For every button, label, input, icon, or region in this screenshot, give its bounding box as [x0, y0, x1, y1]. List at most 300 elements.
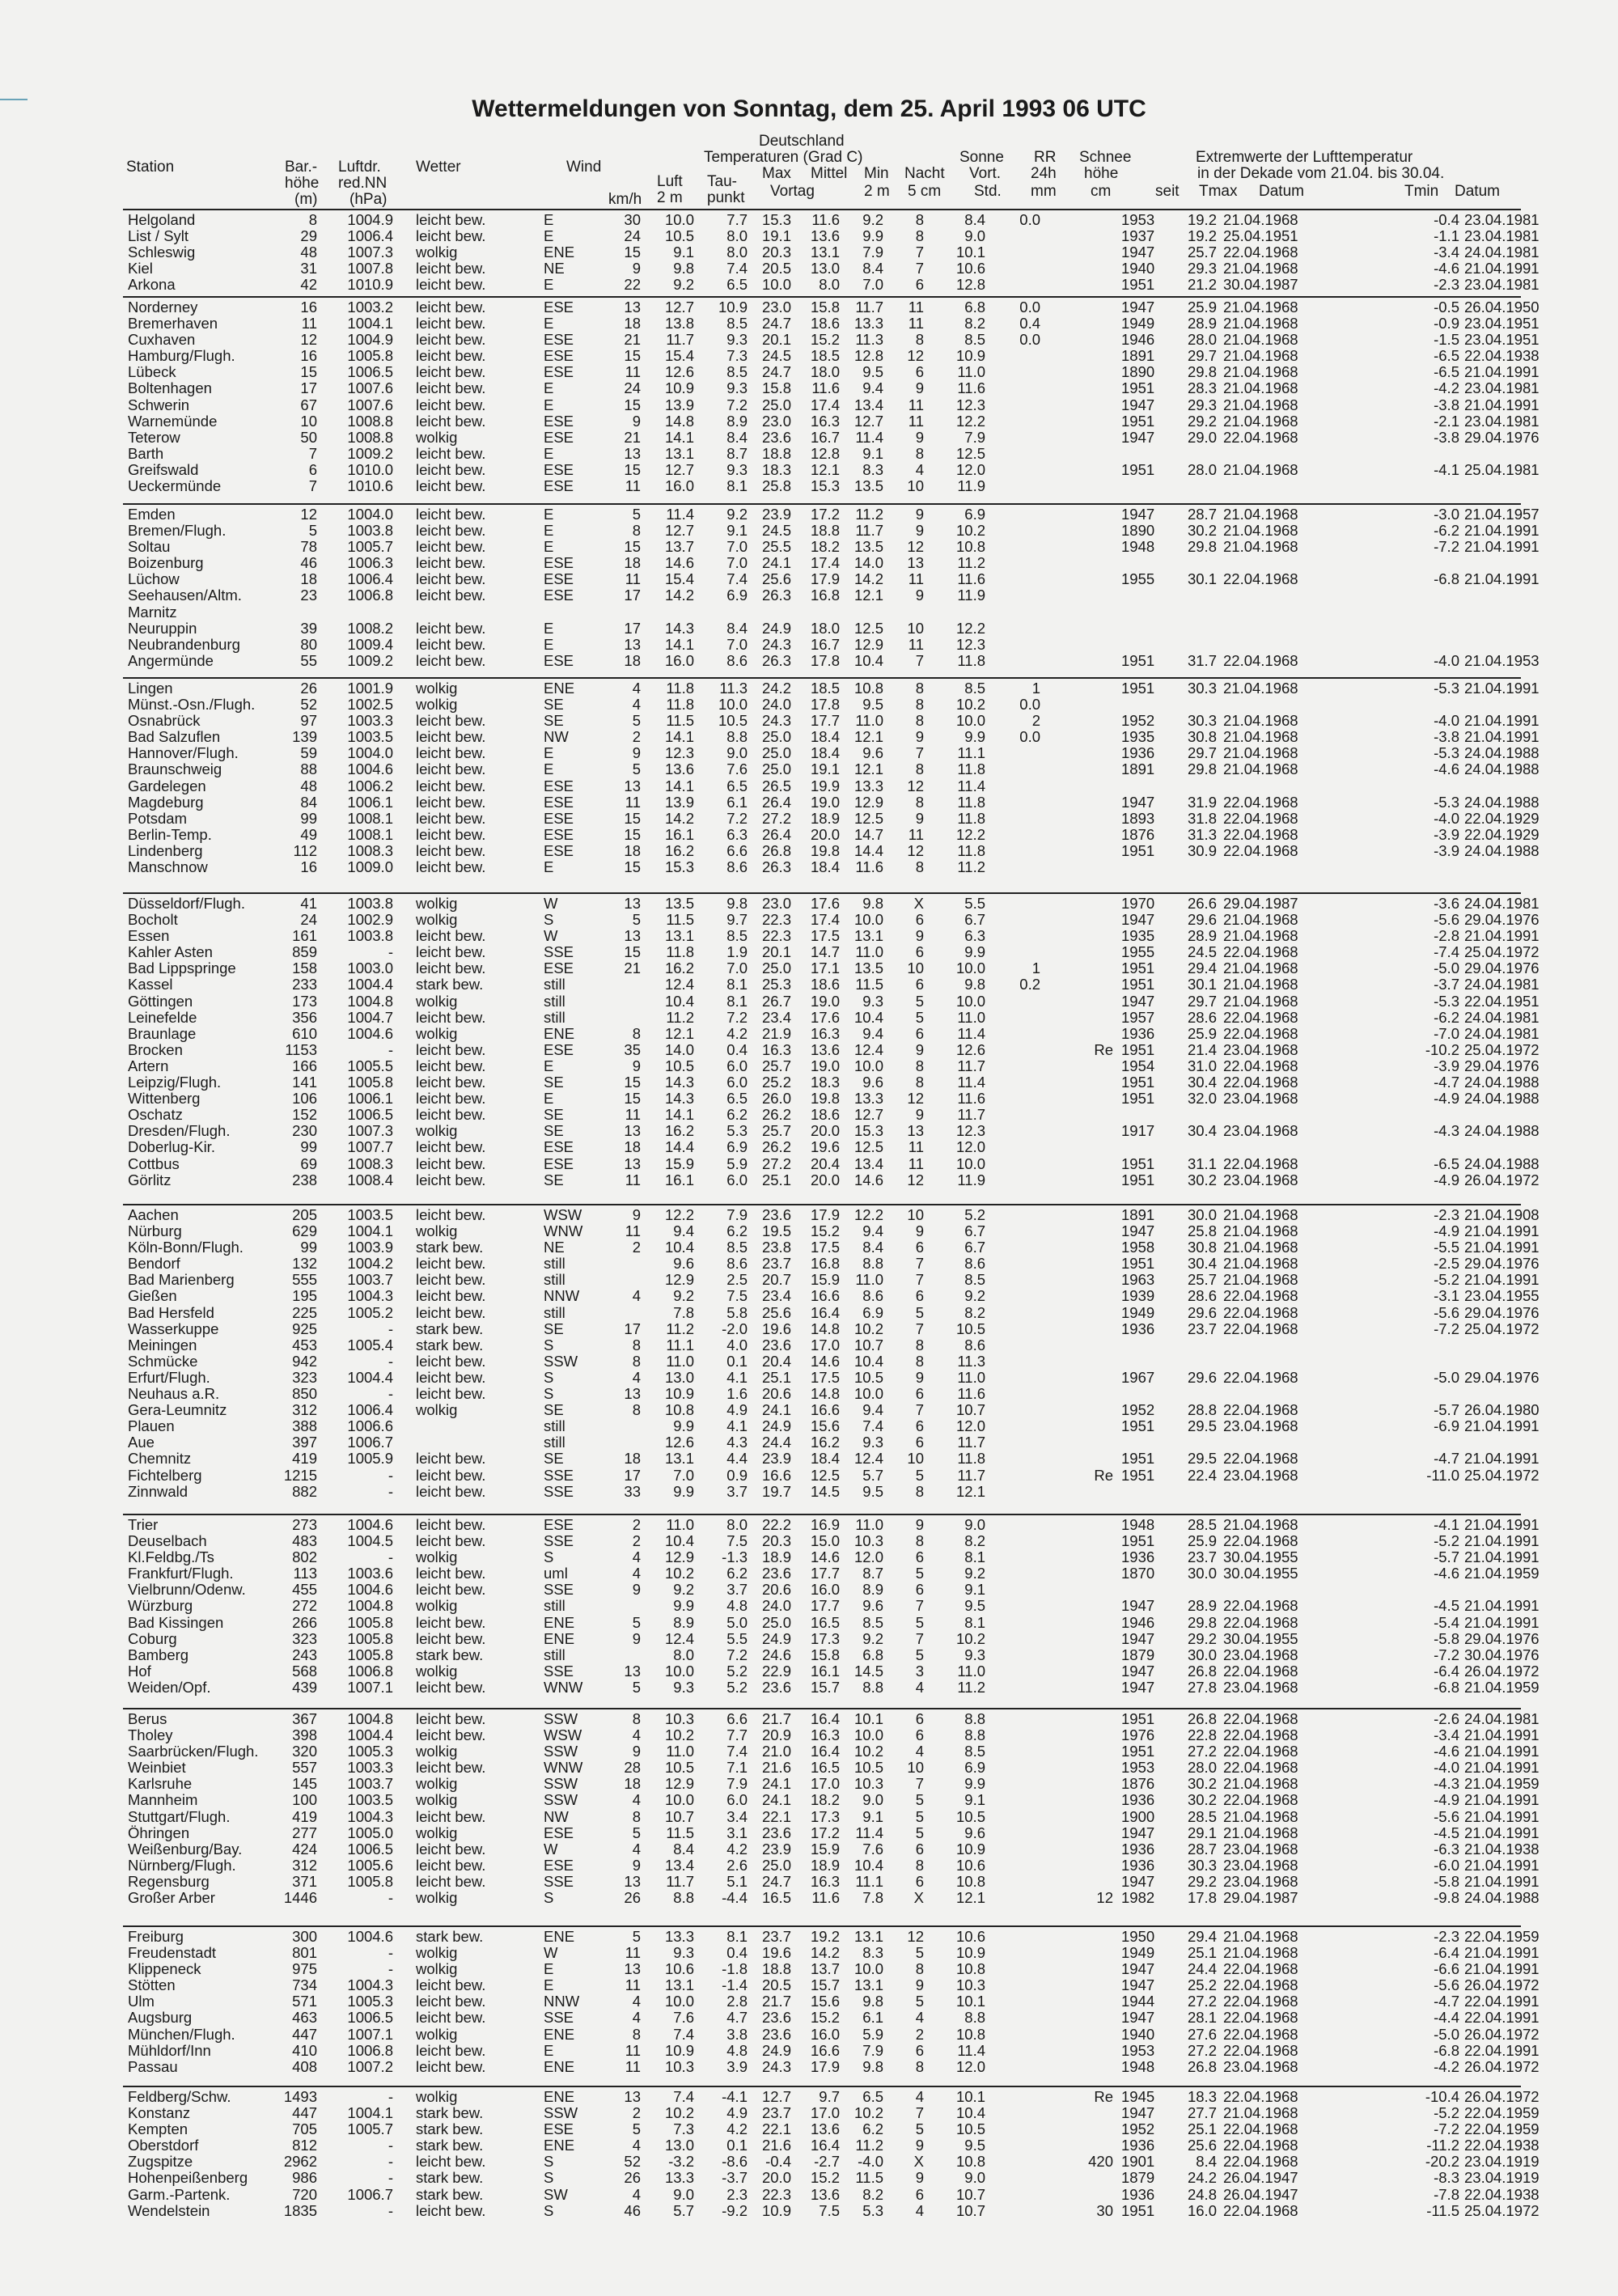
- min-temp: 13.4: [853, 1154, 883, 1172]
- air-temp: 11.0: [666, 1743, 694, 1760]
- tmin-record: -4.0: [1434, 1759, 1459, 1777]
- tmin-date: 21.04.1991: [1464, 538, 1540, 556]
- tmax-record: 23.7: [1187, 1320, 1217, 1337]
- max-temp: 23.9: [761, 1840, 791, 1858]
- tmax-date: 22.04.1968: [1223, 1024, 1298, 1042]
- barometer-height: 557: [292, 1759, 317, 1777]
- air-temp: 14.0: [664, 1040, 694, 1058]
- pressure: -: [388, 2201, 393, 2219]
- tmin-date: 29.04.1976: [1464, 1368, 1540, 1386]
- wind-direction: W: [544, 1944, 558, 1962]
- min-temp: 9.5: [862, 363, 883, 381]
- table-row: [123, 1743, 1540, 1760]
- tmin-date: 24.04.1988: [1464, 1074, 1540, 1091]
- record-since: 1958: [1121, 1239, 1155, 1256]
- weather: wolkig: [416, 1775, 458, 1793]
- dew-point: 10.0: [718, 696, 748, 714]
- wind-direction: ESE: [544, 825, 574, 843]
- min-temp: 9.2: [862, 211, 883, 228]
- tmin-record: -8.3: [1434, 2169, 1459, 2187]
- wind-direction: S: [544, 1889, 554, 1907]
- record-since: 1935: [1121, 728, 1155, 746]
- min-temp: 10.2: [853, 1320, 883, 1337]
- tmax-date: 22.04.1968: [1223, 1532, 1298, 1550]
- min-temp: 11.0: [855, 1516, 883, 1533]
- ground-min: 5: [915, 1613, 924, 1631]
- dew-point: 7.2: [726, 396, 748, 413]
- station-name: Norderney: [128, 299, 198, 316]
- tmin-record: -6.2: [1434, 522, 1459, 540]
- sunshine: 10.1: [955, 2088, 985, 2105]
- air-temp: 13.8: [664, 315, 694, 333]
- tmin-record: -5.7: [1434, 1401, 1459, 1419]
- wind-direction: WNW: [544, 1759, 583, 1777]
- weather: leicht bew.: [416, 2153, 486, 2171]
- pressure: -: [388, 1889, 393, 1907]
- sunshine: 10.7: [955, 1401, 985, 1419]
- tmax-date: 21.04.1968: [1223, 1944, 1298, 1962]
- station-name: Barth: [128, 444, 164, 462]
- air-temp: 13.0: [664, 1368, 694, 1386]
- tmax-date: 21.04.1968: [1223, 460, 1298, 478]
- table-row: [123, 1139, 1521, 1155]
- weather: leicht bew.: [416, 1759, 486, 1777]
- tmin-record: -7.2: [1434, 538, 1459, 556]
- mean-temp: 16.3: [810, 412, 840, 430]
- sunshine: 10.8: [955, 1960, 985, 1978]
- tmin-date: 24.04.1988: [1464, 1122, 1540, 1140]
- air-temp: 14.1: [664, 1106, 694, 1124]
- tmin-record: -3.4: [1434, 244, 1459, 261]
- air-temp: 9.3: [673, 1944, 694, 1962]
- wind-direction: SE: [544, 1122, 564, 1140]
- weather: wolkig: [416, 696, 458, 714]
- record-since: 1951: [1121, 1040, 1155, 1058]
- tmax-record: 30.3: [1187, 712, 1217, 730]
- wind-direction: ESE: [544, 1138, 574, 1156]
- sunshine: 10.5: [955, 1807, 985, 1825]
- station-name: Braunlage: [128, 1024, 197, 1042]
- tmax-record: 17.8: [1187, 1889, 1217, 1907]
- wind-speed: 13: [624, 1662, 641, 1680]
- wind-direction: E: [544, 276, 554, 294]
- mean-temp: 17.2: [810, 506, 840, 523]
- tmin-date: 21.04.1991: [1464, 522, 1540, 540]
- sunshine: 11.0: [957, 1662, 985, 1680]
- pressure: 1003.5: [347, 728, 393, 746]
- table-row: [123, 1726, 1540, 1744]
- wind-direction: E: [544, 1090, 554, 1108]
- station-name: Göttingen: [128, 992, 193, 1010]
- min-temp: 9.8: [862, 895, 883, 912]
- tmin-date: 21.04.1991: [1464, 1824, 1540, 1841]
- dew-point: 3.7: [726, 1482, 748, 1500]
- tmax-record: 25.9: [1187, 1532, 1217, 1550]
- sunshine: 10.2: [955, 1629, 985, 1647]
- sunshine: 9.9: [964, 943, 985, 961]
- table-row: [123, 712, 1540, 730]
- tmin-date: 21.04.1991: [1464, 712, 1540, 730]
- sunshine: 8.6: [964, 1255, 985, 1273]
- tmax-date: 30.04.1987: [1223, 276, 1298, 294]
- max-temp: 25.0: [761, 760, 791, 778]
- tmin-record: -6.4: [1434, 1944, 1459, 1962]
- max-temp: 10.9: [761, 2201, 791, 2219]
- wind-direction: SSW: [544, 1352, 578, 1370]
- ground-min: 12: [907, 538, 924, 556]
- ground-min: 5: [915, 1791, 924, 1809]
- group-divider: [123, 209, 1521, 210]
- min-temp: 6.9: [862, 1303, 883, 1321]
- weather: wolkig: [416, 1960, 458, 1978]
- ground-min: 6: [915, 1417, 924, 1435]
- station-name: Kl.Feldbg./Ts: [128, 1548, 214, 1566]
- air-temp: 13.4: [664, 1856, 694, 1874]
- tmin-date: 24.04.1981: [1464, 1024, 1540, 1042]
- table-row: [123, 522, 1540, 540]
- sunshine: 6.7: [964, 1239, 985, 1256]
- record-since: 1953: [1121, 1759, 1155, 1777]
- tmin-date: 21.04.1991: [1464, 1417, 1540, 1435]
- tmin-date: 21.04.1991: [1464, 1516, 1540, 1533]
- max-temp: 20.0: [761, 2169, 791, 2187]
- tmax-date: 30.04.1955: [1223, 1565, 1298, 1582]
- record-since: 1948: [1121, 538, 1155, 556]
- mean-temp: 17.2: [810, 1824, 840, 1841]
- col-min: Min: [864, 165, 889, 182]
- wind-direction: WNW: [544, 1222, 583, 1240]
- weather: leicht bew.: [416, 522, 486, 540]
- ground-min: 9: [915, 1976, 924, 1994]
- pressure: 1005.7: [347, 538, 393, 556]
- barometer-height: 31: [300, 260, 317, 277]
- max-temp: 21.6: [761, 1759, 791, 1777]
- tmax-record: 25.6: [1187, 2137, 1217, 2154]
- weather: leicht bew.: [416, 1090, 486, 1108]
- min-temp: 10.0: [853, 1057, 883, 1074]
- tmin-date: 23.04.1981: [1464, 412, 1540, 430]
- pressure: 1007.6: [347, 379, 393, 397]
- max-temp: 26.4: [761, 825, 791, 843]
- tmax-date: 22.04.1968: [1223, 1976, 1298, 1994]
- sunshine: 12.3: [955, 635, 985, 653]
- sunshine: 10.9: [955, 1840, 985, 1858]
- barometer-height: 7: [308, 444, 317, 462]
- ground-min: 5: [915, 1807, 924, 1825]
- dew-point: 8.8: [726, 728, 748, 746]
- dew-point: 4.2: [726, 1024, 748, 1042]
- pressure: 1003.6: [347, 1565, 393, 1582]
- pressure: 1002.9: [347, 911, 393, 929]
- tmin-record: -7.2: [1434, 1320, 1459, 1337]
- min-temp: 9.9: [862, 227, 883, 245]
- tmax-record: 30.1: [1187, 976, 1217, 993]
- wind-direction: S: [544, 2201, 554, 2219]
- mean-temp: 11.6: [811, 211, 840, 228]
- air-temp: 10.9: [664, 379, 694, 397]
- mean-temp: 19.8: [810, 1090, 840, 1108]
- station-name: Nürnberg/Flugh.: [128, 1856, 236, 1874]
- tmax-record: 29.3: [1187, 396, 1217, 413]
- col-tau-unit: punkt: [707, 189, 745, 206]
- max-temp: 20.3: [761, 1532, 791, 1550]
- mean-temp: 16.6: [810, 1287, 840, 1305]
- wind-direction: still: [544, 1417, 565, 1435]
- mean-temp: 18.8: [810, 522, 840, 540]
- barometer-height: 975: [292, 1960, 317, 1978]
- max-temp: 18.8: [761, 1960, 791, 1978]
- station-name: Hof: [128, 1662, 151, 1680]
- max-temp: 23.4: [761, 1287, 791, 1305]
- max-temp: 16.3: [761, 1040, 791, 1058]
- wind-direction: WSW: [544, 1726, 582, 1744]
- col-wetter: Wetter: [416, 159, 461, 176]
- pressure: 1010.6: [347, 477, 393, 495]
- wind-direction: still: [544, 992, 565, 1010]
- dew-point: 4.0: [726, 1336, 748, 1353]
- ground-min: 8: [915, 1352, 924, 1370]
- pressure: 1003.0: [347, 959, 393, 977]
- min-temp: 11.4: [855, 1824, 883, 1841]
- air-temp: 13.3: [664, 1928, 694, 1945]
- tmax-date: 22.04.1968: [1223, 1074, 1298, 1091]
- sunshine: 11.6: [957, 1090, 985, 1108]
- table-row: [123, 276, 1540, 294]
- wind-direction: ENE: [544, 2025, 575, 2043]
- tmax-record: 29.6: [1187, 1303, 1217, 1321]
- station-name: Angermünde: [128, 651, 214, 669]
- weather: wolkig: [416, 428, 458, 446]
- air-temp: 10.5: [664, 1057, 694, 1074]
- ground-min: X: [913, 2153, 924, 2171]
- wind-direction: ENE: [544, 1613, 575, 1631]
- dew-point: 6.5: [726, 1090, 748, 1108]
- tmax-record: 31.7: [1187, 651, 1217, 669]
- dew-point: -3.7: [722, 2169, 748, 2187]
- tmax-record: 30.8: [1187, 1239, 1217, 1256]
- air-temp: 15.4: [664, 347, 694, 365]
- mean-temp: 13.6: [810, 1040, 840, 1058]
- barometer-height: 50: [300, 428, 317, 446]
- weather: wolkig: [416, 1122, 458, 1140]
- tmax-date: 21.04.1968: [1223, 412, 1298, 430]
- tmax-record: 25.1: [1187, 1944, 1217, 1962]
- table-row: [123, 2169, 1540, 2187]
- weather: stark bew.: [416, 2169, 484, 2187]
- ground-min: 6: [915, 363, 924, 381]
- sunshine: 8.4: [964, 211, 985, 228]
- weather: leicht bew.: [416, 331, 486, 349]
- table-row: [123, 859, 1521, 875]
- air-temp: 11.8: [666, 696, 694, 714]
- mean-temp: 14.5: [810, 1482, 840, 1500]
- barometer-height: 99: [300, 809, 317, 827]
- wind-direction: ESE: [544, 460, 574, 478]
- dew-point: 6.0: [726, 1057, 748, 1074]
- record-since: 1891: [1121, 347, 1155, 365]
- sunshine: 6.3: [964, 927, 985, 945]
- tmin-record: -11.5: [1426, 2201, 1459, 2219]
- min-temp: 7.8: [862, 1889, 883, 1907]
- weather: wolkig: [416, 1743, 458, 1760]
- mean-temp: 20.0: [810, 1171, 840, 1188]
- station-name: Oschatz: [128, 1106, 183, 1124]
- sunshine: 11.3: [957, 1352, 985, 1370]
- ground-min: 5: [915, 1993, 924, 2010]
- col-deutschland: Deutschland: [759, 133, 845, 150]
- max-temp: 24.5: [761, 347, 791, 365]
- ground-min: 5: [915, 1944, 924, 1962]
- pressure: 1008.1: [347, 809, 393, 827]
- wind-speed: 11: [625, 793, 641, 811]
- wind-speed: 15: [624, 943, 641, 961]
- table-row: [123, 793, 1540, 811]
- record-since: 1952: [1121, 712, 1155, 730]
- table-row: [123, 1807, 1540, 1825]
- wind-direction: ESE: [544, 651, 574, 669]
- max-temp: 25.8: [761, 477, 791, 495]
- ground-min: 8: [915, 1960, 924, 1978]
- record-since: 1951: [1121, 1154, 1155, 1172]
- tmin-date: 25.04.1972: [1464, 943, 1540, 961]
- min-temp: 11.1: [855, 1872, 883, 1890]
- ground-min: 8: [915, 858, 924, 876]
- dew-point: 4.9: [726, 1401, 748, 1419]
- tmin-date: 21.04.1991: [1464, 1597, 1540, 1615]
- ground-min: 5: [915, 1008, 924, 1026]
- barometer-height: 17: [300, 379, 317, 397]
- sunshine: 10.9: [955, 347, 985, 365]
- record-since: 1947: [1121, 244, 1155, 261]
- pressure: 1005.8: [347, 1629, 393, 1647]
- mean-temp: 16.8: [810, 587, 840, 604]
- sunshine: 10.1: [955, 244, 985, 261]
- mean-temp: 18.4: [810, 858, 840, 876]
- pressure: 1003.5: [347, 1206, 393, 1223]
- table-row: [123, 680, 1540, 697]
- col-dekade: in der Dekade vom 21.04. bis 30.04.: [1197, 165, 1445, 182]
- wind-speed: 33: [624, 1482, 641, 1500]
- wind-direction: ENE: [544, 1928, 575, 1945]
- max-temp: 23.6: [761, 2009, 791, 2027]
- pressure: 1007.7: [347, 1138, 393, 1156]
- record-since: 1951: [1121, 680, 1155, 697]
- table-row: [123, 1775, 1540, 1793]
- pressure: 1009.4: [347, 635, 393, 653]
- air-temp: 10.5: [664, 1759, 694, 1777]
- max-temp: 25.0: [761, 728, 791, 746]
- wind-speed: 18: [624, 841, 641, 859]
- tmin-record: -4.9: [1434, 1171, 1459, 1188]
- tmax-record: 30.3: [1187, 680, 1217, 697]
- tmin-record: -4.9: [1434, 1222, 1459, 1240]
- min-temp: 8.8: [862, 1678, 883, 1696]
- tmax-record: 27.2: [1187, 1993, 1217, 2010]
- wind-speed: 17: [624, 1466, 641, 1484]
- barometer-height: 99: [300, 1138, 317, 1156]
- wind-speed: 9: [632, 1629, 641, 1647]
- max-temp: 24.3: [761, 712, 791, 730]
- mean-temp: 12.1: [810, 460, 840, 478]
- group-divider: [123, 1925, 1521, 1927]
- min-temp: 12.5: [853, 809, 883, 827]
- tmin-record: -4.6: [1434, 1743, 1459, 1760]
- barometer-height: 882: [292, 1482, 317, 1500]
- table-row: [123, 621, 1521, 637]
- wind-direction: ENE: [544, 680, 575, 697]
- wind-direction: W: [544, 927, 558, 945]
- col-schnee-unit-2: cm: [1091, 183, 1112, 200]
- max-temp: 23.0: [761, 299, 791, 316]
- mean-temp: 17.4: [810, 396, 840, 413]
- station-group: [123, 680, 1540, 876]
- barometer-height: 225: [292, 1303, 317, 1321]
- barometer-height: 39: [300, 619, 317, 637]
- dew-point: 2.6: [726, 1856, 748, 1874]
- tmax-date: 21.04.1968: [1223, 760, 1298, 778]
- table-row: [123, 1417, 1540, 1435]
- wind-direction: ESE: [544, 793, 574, 811]
- pressure: -: [388, 2137, 393, 2154]
- table-row: [123, 1872, 1540, 1890]
- record-since: 1954: [1121, 1057, 1155, 1074]
- wind-speed: 2: [632, 1516, 641, 1533]
- tmax-record: 28.0: [1187, 1759, 1217, 1777]
- wind-speed: 4: [632, 1840, 641, 1858]
- weather: leicht bew.: [416, 858, 486, 876]
- wind-direction: ESE: [544, 477, 574, 495]
- tmax-record: 29.8: [1187, 760, 1217, 778]
- sunshine: 9.6: [964, 1824, 985, 1841]
- air-temp: 14.2: [664, 809, 694, 827]
- station-name: Soltau: [128, 538, 171, 556]
- tmax-record: 26.8: [1187, 1662, 1217, 1680]
- dew-point: 0.1: [726, 2137, 748, 2154]
- barometer-height: 986: [292, 2169, 317, 2187]
- pressure: 1006.4: [347, 227, 393, 245]
- tmax-date: 21.04.1968: [1223, 1807, 1298, 1825]
- tmin-record: -3.8: [1434, 396, 1459, 413]
- min-temp: 12.1: [853, 760, 883, 778]
- min-temp: 12.4: [853, 1040, 883, 1058]
- min-temp: 14.4: [853, 841, 883, 859]
- table-row: [123, 809, 1540, 827]
- barometer-height: 300: [292, 1928, 317, 1945]
- dew-point: 7.5: [726, 1287, 748, 1305]
- pressure: 1003.7: [347, 1271, 393, 1289]
- max-temp: 23.9: [761, 506, 791, 523]
- wind-direction: SE: [544, 1074, 564, 1091]
- min-temp: 15.3: [853, 1122, 883, 1140]
- tmax-record: 25.8: [1187, 1222, 1217, 1240]
- wind-direction: ESE: [544, 2120, 574, 2138]
- dew-point: 7.7: [726, 211, 748, 228]
- sunshine: 9.0: [964, 1516, 985, 1533]
- station-name: Karlsruhe: [128, 1775, 193, 1793]
- air-temp: 12.7: [664, 299, 694, 316]
- precipitation: 0.0: [1019, 211, 1040, 228]
- station-name: Bad Marienberg: [128, 1271, 235, 1289]
- tmin-date: 23.04.1919: [1464, 2169, 1540, 2187]
- station-group: [123, 1516, 1540, 1696]
- air-temp: 12.9: [664, 1548, 694, 1566]
- record-since: 1879: [1121, 1646, 1155, 1663]
- ground-min: 6: [915, 911, 924, 929]
- pressure: 1004.5: [347, 1532, 393, 1550]
- precipitation: 0.2: [1019, 976, 1040, 993]
- tmax-date: 21.04.1968: [1223, 363, 1298, 381]
- max-temp: 26.2: [761, 1106, 791, 1124]
